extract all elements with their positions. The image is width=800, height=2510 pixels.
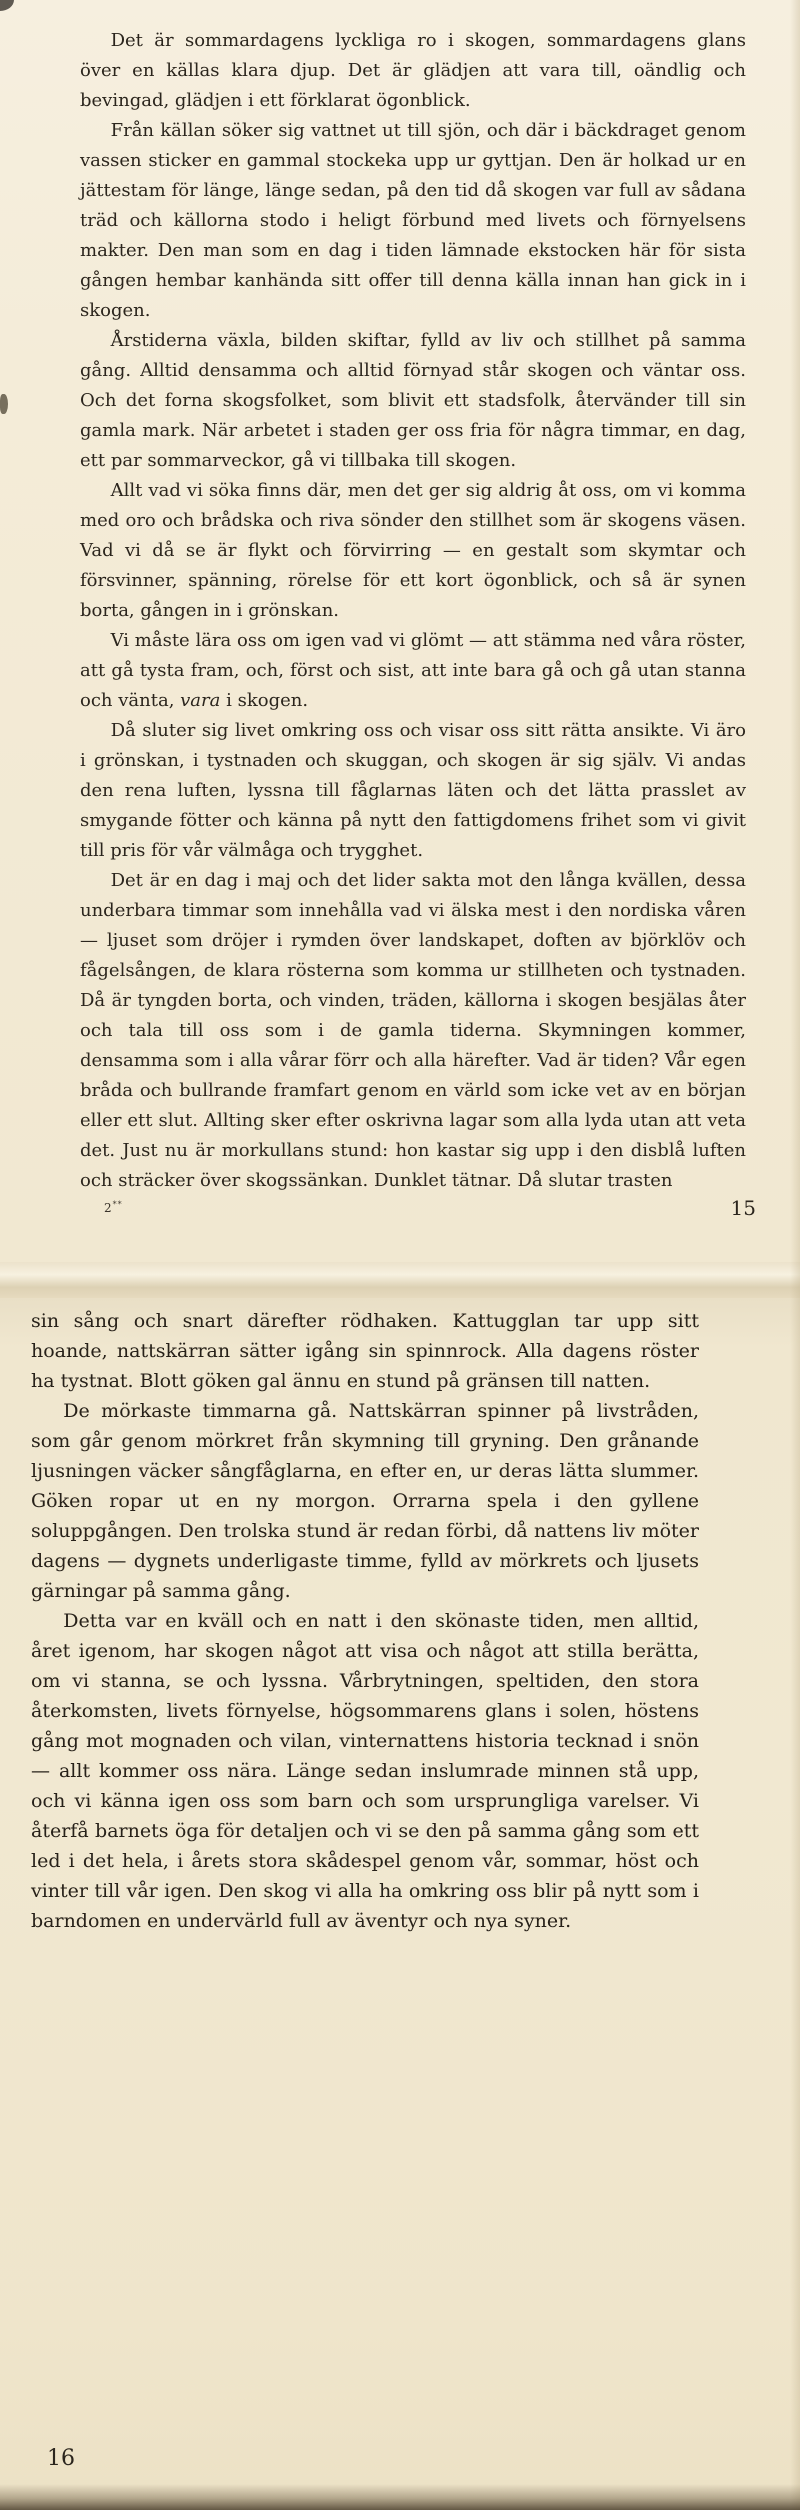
- page-15-text-block: [80, 26, 746, 1196]
- paragraph: De mörkaste timmarna gå. Nattskärran spinner på livstråden, som går genom mörkret från skymning till gryning. Den grånande ljusningen väcker sångfåglarna, en efter en, ur deras lätta slummer. Göken ropar ut en ny morgon. Orrarna spela i den gyllene soluppgången. Den trolska stund är redan förbi, då nattens liv möter dagens — dygnets underligaste timme, fylld av mörkrets och ljusets gärningar på samma gång.: [31, 1400, 699, 1602]
- paragraph: Det är en dag i maj och det lider sakta mot den långa kvällen, dessa underbara timmar som innehålla vad vi älska mest i den nordiska våren — ljuset som dröjer i rymden över landskapet, doften av björklöv och fågelsången, de klara rösterna som komma ur stillheten och tystnaden. Då är tyngden borta, och vinden, träden, källorna i skogen besjälas åter och tala till oss som i de gamla tiderna. Skymningen kommer, densamma som i alla vårar förr och alla härefter. Vad är tiden? Vår egen bråda och bullrande framfart genom en värld som icke vet av en början eller ett slut. Allting sker efter oskrivna lagar som alla lyda utan att veta det. Just nu är morkullans stund: hon kastar sig upp i den disblå luften och sträcker över skogssänkan. Dunklet tätnar. Då slutar trasten: [80, 870, 746, 1191]
- paragraph: [80, 626, 746, 716]
- paragraph-segment: i skogen.: [220, 690, 309, 711]
- scan-artifact-edge-smudge: [0, 394, 8, 414]
- scan-artifact-bottom-shadow: [0, 2484, 800, 2510]
- paragraph-continuation: sin sång och snart därefter rödhaken. Kattugglan tar upp sitt hoande, nattskärran sätter igång sin spinnrock. Alla dagens röster ha tystnat. Blott göken gal ännu en stund på gränsen till natten.: [31, 1310, 699, 1392]
- paragraph: Årstiderna växla, bilden skiftar, fylld av liv och stillhet på samma gång. Alltid densamma och alltid förnyad står skogen och väntar oss. Och det forna skogsfolket, som blivit ett stadsfolk, återvänder till sin gamla mark. När arbetet i staden ger oss fria för några timmar, en dag, ett par sommarveckor, gå vi tillbaka till skogen.: [80, 330, 746, 471]
- page-16-text-block: [31, 1306, 699, 1936]
- page-16: [0, 1298, 800, 2510]
- printer-signature-mark: [104, 1200, 123, 1215]
- paragraph: Detta var en kväll och en natt i den skönaste tiden, men alltid, året igenom, har skogen något att visa och något att stilla berätta, om vi stanna, se och lyssna. Vårbrytningen, speltiden, den stora återkomsten, livets förnyelse, högsommarens glans i solen, höstens gång mot mognaden och vilan, vinternattens historia tecknad i snön — allt kommer oss nära. Länge sedan inslumrade minnen stå upp, och vi känna igen oss som barn och som ursprungliga varelser. Vi återfå barnets öga för detaljen och vi se den på samma gång som ett led i det hela, i årets stora skådespel genom vår, sommar, höst och vinter till vår igen. Den skog vi alla ha omkring oss blir på nytt som i barndomen en undervärld full av äventyr och nya syner.: [31, 1610, 699, 1932]
- paragraph: Från källan söker sig vattnet ut till sjön, och där i bäckdraget genom vassen sticker en gammal stockeka upp ur gyttjan. Den är holkad ur en jättestam för länge, länge sedan, på den tid då skogen var full av sådana träd och källorna stodo i heligt förbund med livets och förnyelsens makter. Den man som en dag i tiden lämnade ekstocken här för sista gången hembar kanhända sitt offer till denna källa innan han gick in i skogen.: [80, 120, 746, 321]
- signature-stars: **: [112, 1200, 123, 1209]
- page-number-16: 16: [47, 2446, 75, 2471]
- signature-digit: 2: [104, 1201, 113, 1215]
- paragraph-segment-italic: vara: [180, 690, 221, 711]
- paragraph-segment: Vi måste lära oss om igen vad vi glömt — att stämma ned våra röster, att gå tysta fram, och, först och sist, att inte bara gå och gå utan stanna och vänta,: [80, 630, 746, 711]
- paragraph: Det är sommardagens lyckliga ro i skogen, sommardagens glans över en källas klara djup. Det är glädjen att vara till, oändlig och bevingad, glädjen i ett förklarat ögonblick.: [80, 30, 746, 111]
- scan-artifact-right-edge: [790, 0, 800, 2510]
- paragraph: Allt vad vi söka finns där, men det ger sig aldrig åt oss, om vi komma med oro och brådska och riva sönder den stillhet som är skogens väsen. Vad vi då se är flykt och förvirring — en gestalt som skymtar och försvinner, spänning, rörelse för ett kort ögonblick, och så är synen borta, gången in i grönskan.: [80, 480, 746, 621]
- page-edge-shadow: [0, 1262, 800, 1298]
- paragraph: Då sluter sig livet omkring oss och visar oss sitt rätta ansikte. Vi äro i grönskan, i tystnaden och skuggan, och skogen är sig själv. Vi andas den rena luften, lyssna till fåglarnas läten och det lätta prasslet av smygande fötter och känna på nytt den fattigdomens frihet som vi givit till pris för vår välmåga och trygghet.: [80, 720, 746, 861]
- page-number-15: 15: [730, 1196, 756, 1220]
